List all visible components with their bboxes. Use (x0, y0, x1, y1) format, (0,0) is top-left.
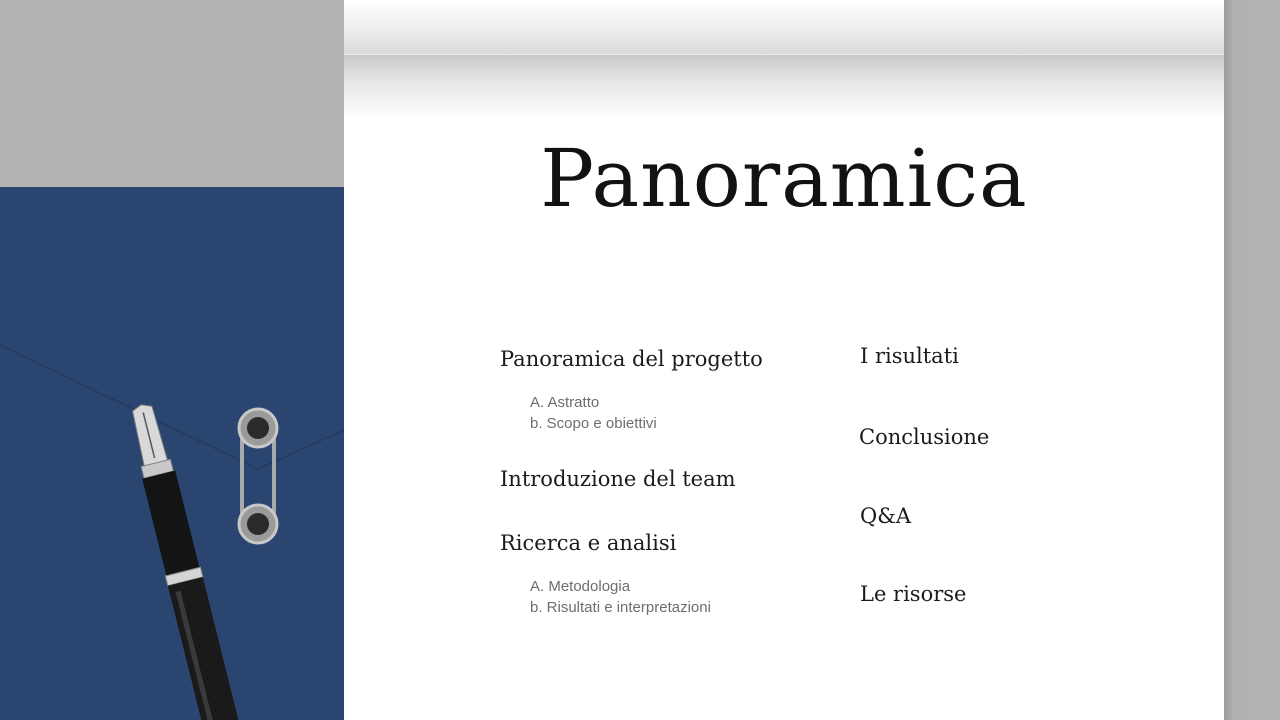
agenda-item-team-intro: Introduzione del team (500, 467, 736, 491)
agenda-item-conclusion: Conclusione (859, 425, 990, 449)
agenda-item-results: I risultati (860, 344, 959, 368)
fountain-pen-icon (110, 400, 250, 720)
agenda-item-project-overview: Panoramica del progetto (500, 347, 763, 371)
agenda-subitem: b. Scopo e obiettivi (530, 415, 657, 432)
agenda-subitem: A. Astratto (530, 394, 600, 411)
sheet-curl-shadow (344, 55, 1224, 120)
background-shade (1224, 0, 1280, 720)
slide-sheet (344, 0, 1224, 720)
agenda-subitem: A. Metodologia (530, 578, 631, 595)
agenda-item-resources: Le risorse (860, 582, 967, 606)
sheet-curl (344, 0, 1224, 55)
agenda-item-qa: Q&A (860, 504, 912, 528)
agenda-item-research: Ricerca e analisi (500, 531, 677, 555)
agenda-subitem: b. Risultati e interpretazioni (530, 599, 711, 616)
slide-title: Panoramica (540, 132, 1028, 225)
